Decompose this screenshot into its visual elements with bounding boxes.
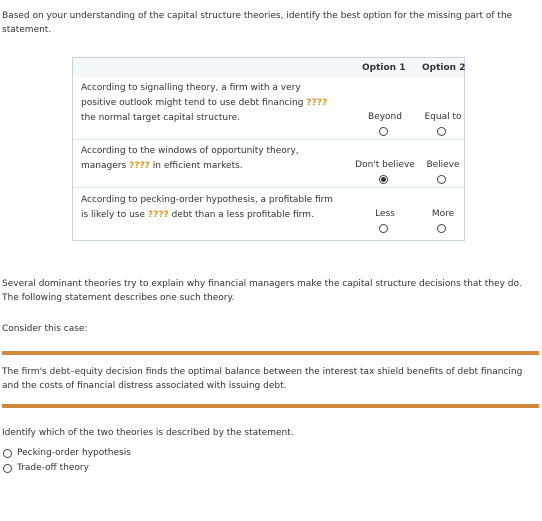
radio-signalling-equal-to[interactable]	[437, 127, 446, 136]
intro-text: Based on your understanding of the capital structure theories, identify the best option for the missing part of the statement.	[2, 11, 513, 35]
case-top-bar	[2, 351, 539, 355]
statement-line: in efficient markets.	[152, 161, 243, 171]
case-line: and the costs of financial distress associated with issuing debt.	[2, 381, 287, 391]
radio-pecking-order-hypothesis[interactable]	[3, 449, 12, 458]
option-label-equal-to: Equal to	[424, 112, 462, 122]
statement-pecking-order	[81, 193, 336, 223]
option-label-dont-believe: Don't believe	[355, 160, 415, 170]
radio-signalling-beyond[interactable]	[379, 127, 388, 136]
row-divider	[73, 187, 464, 188]
statement-line: managers	[81, 161, 127, 171]
option-label-less: Less	[375, 209, 395, 219]
statement-line: According to signalling theory, a firm with a very	[81, 83, 301, 93]
column-header-option-1: Option 1	[362, 63, 406, 73]
case-bottom-bar	[2, 404, 539, 408]
statement-line: positive outlook might tend to use debt financing	[81, 98, 304, 108]
statement-line: According to pecking-order hypothesis, a profitable firm	[81, 195, 333, 205]
choice-label-pecking-order: Pecking-order hypothesis	[17, 448, 131, 458]
option-label-believe: Believe	[426, 160, 460, 170]
paragraph-line: Several dominant theories try to explain why financial managers make the capital structure decisions that they do.	[2, 279, 522, 289]
statement-signalling	[81, 81, 336, 126]
paragraph-line: The following statement describes one such theory.	[2, 293, 235, 303]
radio-trade-off-theory[interactable]	[3, 464, 12, 473]
choice-label-trade-off: Trade-off theory	[17, 463, 89, 473]
option-label-beyond: Beyond	[368, 112, 402, 122]
column-header-option-2: Option 2	[422, 63, 466, 73]
case-line: The firm's debt–equity decision finds the optimal balance between the interest tax shield benefits of debt financing	[2, 367, 523, 377]
blank-marker: ????	[147, 210, 169, 220]
case-statement	[2, 365, 534, 393]
radio-pecking-less[interactable]	[379, 224, 388, 233]
radio-pecking-more[interactable]	[437, 224, 446, 233]
statement-windows-of-opportunity	[81, 144, 336, 174]
statement-line: the normal target capital structure.	[81, 113, 241, 123]
radio-windows-dont-believe[interactable]	[379, 175, 388, 184]
statement-line: debt than a less profitable firm.	[171, 210, 314, 220]
consider-label: Consider this case:	[2, 324, 88, 334]
option-label-more: More	[431, 209, 455, 219]
blank-marker: ????	[129, 161, 150, 171]
statement-line: is likely to use	[81, 210, 145, 220]
statement-line: According to the windows of opportunity theory,	[81, 146, 299, 156]
row-divider	[73, 139, 464, 140]
radio-windows-believe[interactable]	[437, 175, 446, 184]
theories-paragraph	[2, 277, 534, 305]
blank-marker: ????	[306, 98, 328, 108]
question-text: Identify which of the two theories is described by the statement.	[2, 428, 294, 438]
